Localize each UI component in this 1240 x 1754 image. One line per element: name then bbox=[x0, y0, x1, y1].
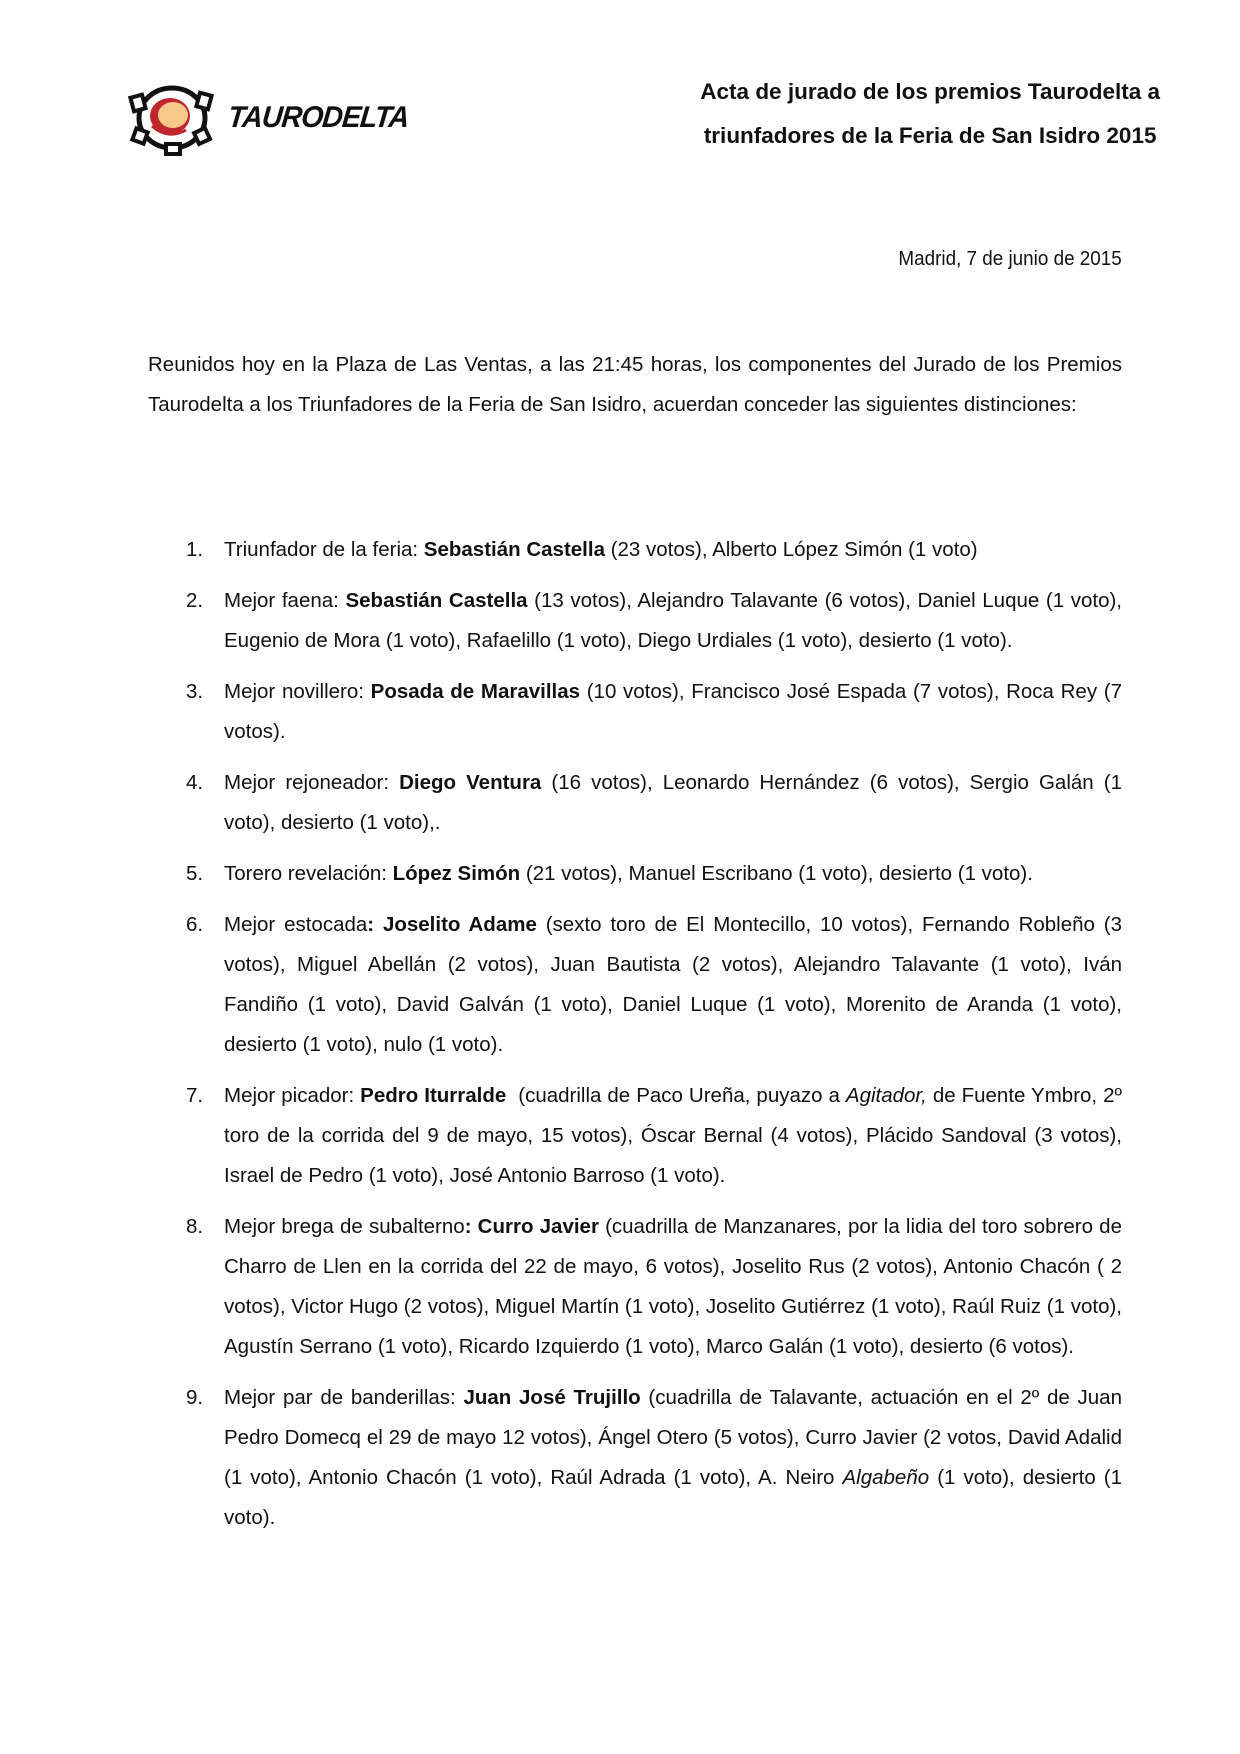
award-category: Torero revelación: bbox=[224, 862, 393, 885]
document-title bbox=[700, 70, 1160, 158]
award-category: Mejor novillero: bbox=[224, 680, 371, 703]
award-category: Mejor estocada bbox=[224, 913, 368, 936]
award-votes: (cuadrilla de Manzanares, por la lidia del toro sobrero de Charro de Llen en la corrida del 22 de mayo, 6 votos), Joselito Rus (2 votos), Antonio Chacón ( 2 votos), Victor Hugo (2 votos), Miguel Martín (1 voto), Joselito Gutiérrez (1 voto), Raúl Ruiz (1 voto), Agustín Serrano (1 voto), Ricardo Izquierdo (1 voto), Marco Galán (1 voto), desierto (6 votos). bbox=[224, 1215, 1122, 1358]
logo-emblem-icon bbox=[128, 78, 216, 158]
award-votes: (21 votos), Manuel Escribano (1 voto), desierto (1 voto). bbox=[520, 862, 1033, 885]
award-item bbox=[148, 581, 1122, 661]
award-number: 2. bbox=[186, 589, 204, 612]
award-number: 9. bbox=[186, 1386, 204, 1409]
award-category: Mejor brega de subalterno bbox=[224, 1215, 465, 1238]
award-votes: (23 votos), Alberto López Simón (1 voto) bbox=[604, 538, 978, 561]
award-winner: Sebastián Castella bbox=[423, 538, 605, 561]
award-winner: Pedro Iturralde bbox=[360, 1084, 507, 1107]
award-item bbox=[148, 530, 1122, 570]
award-votes: (10 votos), Francisco José Espada (7 votos), Roca Rey (7 votos). bbox=[224, 680, 1122, 743]
award-winner: Posada de Maravillas bbox=[370, 680, 581, 703]
logo-wordmark: TAURODELTA bbox=[226, 101, 411, 134]
title-line-1: Acta de jurado de los premios Taurodelta a bbox=[700, 79, 1160, 104]
title-line-2: triunfadores de la Feria de San Isidro 2015 bbox=[703, 123, 1157, 148]
award-category: Triunfador de la feria: bbox=[224, 538, 424, 561]
award-number: 5. bbox=[186, 862, 204, 885]
award-votes: (sexto toro de El Montecillo, 10 votos), Fernando Robleño (3 votos), Miguel Abellán (2 votos), Juan Bautista (2 votos), Alejandro Talavante (1 voto), Iván Fandiño (1 voto), David Galván (1 voto), Daniel Luque (1 voto), Morenito de Aranda (1 voto), desierto (1 voto), nulo (1 voto). bbox=[224, 913, 1122, 1056]
award-winner: : Joselito Adame bbox=[367, 913, 537, 936]
award-number: 4. bbox=[186, 771, 204, 794]
award-item bbox=[148, 672, 1122, 752]
award-number: 7. bbox=[186, 1084, 204, 1107]
award-winner: López Simón bbox=[392, 862, 521, 885]
award-category: Mejor rejoneador: bbox=[224, 771, 400, 794]
awards-list bbox=[148, 530, 1122, 1549]
award-number: 6. bbox=[186, 913, 204, 936]
nickname: Algabeño bbox=[842, 1466, 930, 1489]
intro-paragraph: Reunidos hoy en la Plaza de Las Ventas, a las 21:45 horas, los componentes del Jurado de los Premios Taurodelta a los Triunfadores de la Feria de San Isidro, acuerdan conceder las siguientes distinciones: bbox=[148, 353, 1122, 416]
bull-name: Agitador, bbox=[845, 1084, 927, 1107]
award-winner: Juan José Trujillo bbox=[463, 1386, 641, 1409]
award-item bbox=[148, 1207, 1122, 1367]
award-winner: Diego Ventura bbox=[399, 771, 542, 794]
award-category: Mejor faena: bbox=[224, 589, 346, 612]
award-number: 3. bbox=[186, 680, 204, 703]
award-number: 8. bbox=[186, 1215, 204, 1238]
award-details: (cuadrilla de Paco Ureña, puyazo a bbox=[506, 1084, 846, 1107]
award-votes: de Fuente Ymbro, 2º toro de la corrida del 9 de mayo, 15 votos), Óscar Bernal (4 votos), Plácido Sandoval (3 votos), Israel de Pedro (1 voto), José Antonio Barroso (1 voto). bbox=[224, 1084, 1122, 1187]
award-votes: (1 voto), desierto (1 voto). bbox=[224, 1466, 1122, 1529]
award-item bbox=[148, 763, 1122, 843]
award-number: 1. bbox=[186, 538, 204, 561]
award-category: Mejor par de banderillas: bbox=[224, 1386, 464, 1409]
award-votes: (13 votos), Alejandro Talavante (6 votos), Daniel Luque (1 voto), Eugenio de Mora (1 voto), Rafaelillo (1 voto), Diego Urdiales (1 voto), desierto (1 voto). bbox=[224, 589, 1122, 652]
award-votes: (16 votos), Leonardo Hernández (6 votos), Sergio Galán (1 voto), desierto (1 voto),. bbox=[224, 771, 1122, 834]
award-details: (cuadrilla de Talavante, actuación en el 2º de Juan Pedro Domecq el 29 de mayo 12 votos), Ángel Otero (5 votos), Curro Javier (2 votos, David Adalid (1 voto), Antonio Chacón (1 voto), Raúl Adrada (1 voto), A. Neiro bbox=[224, 1386, 1122, 1489]
award-category: Mejor picador: bbox=[224, 1084, 361, 1107]
award-winner: : Curro Javier bbox=[464, 1215, 599, 1238]
award-item bbox=[148, 1076, 1122, 1196]
award-item bbox=[148, 854, 1122, 894]
document-date: Madrid, 7 de junio de 2015 bbox=[898, 247, 1122, 270]
taurodelta-logo bbox=[128, 78, 411, 158]
award-winner: Sebastián Castella bbox=[345, 589, 528, 612]
award-item bbox=[148, 1378, 1122, 1538]
award-item bbox=[148, 905, 1122, 1065]
